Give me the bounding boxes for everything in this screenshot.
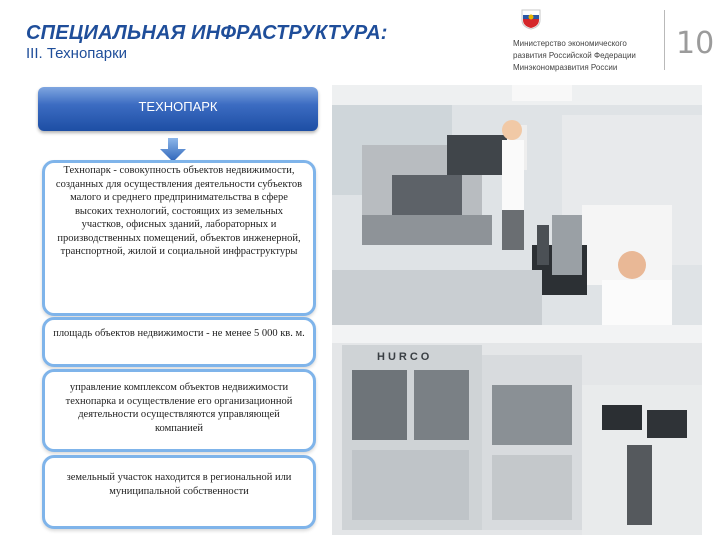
header-divider	[664, 10, 665, 70]
technopark-header-box: ТЕХНОПАРК	[38, 87, 318, 131]
emblem-logo-icon	[520, 8, 542, 30]
page-number: 10	[676, 26, 715, 61]
land-ownership-box: земельный участок находится в региональной или муниципальной собственности	[42, 455, 316, 529]
ministry-line-2: развития Российской Федерации	[513, 51, 636, 60]
ministry-caption	[513, 38, 636, 74]
laboratory-photo	[332, 85, 702, 335]
management-box: управление комплексом объектов недвижимости технопарка и осуществление его организационной деятельности осуществляются управляющей компанией	[42, 369, 316, 452]
hurco-brand-label: HURCO	[377, 351, 433, 363]
ministry-line-3: Минэкономразвития России	[513, 63, 618, 72]
definition-box: Технопарк - совокупность объектов недвижимости, созданных для осуществления деятельности субъектов малого и среднего предпринимательства в сфере высоких технологий, состоящих из земельных участков, офисных зданий, лабораторных и производственных помещений, объектов инженерной, транспортной, жилой и социальной инфраструктуры	[42, 160, 316, 316]
slide-subtitle: III. Технопарки	[26, 45, 128, 62]
area-requirement-box: площадь объектов недвижимости - не менее 5 000 кв. м.	[42, 317, 316, 367]
slide-title: СПЕЦИАЛЬНАЯ ИНФРАСТРУКТУРА:	[26, 22, 388, 44]
machinery-photo	[332, 325, 702, 535]
ministry-line-1: Министерство экономического	[513, 39, 627, 48]
down-arrow-icon	[160, 138, 186, 162]
